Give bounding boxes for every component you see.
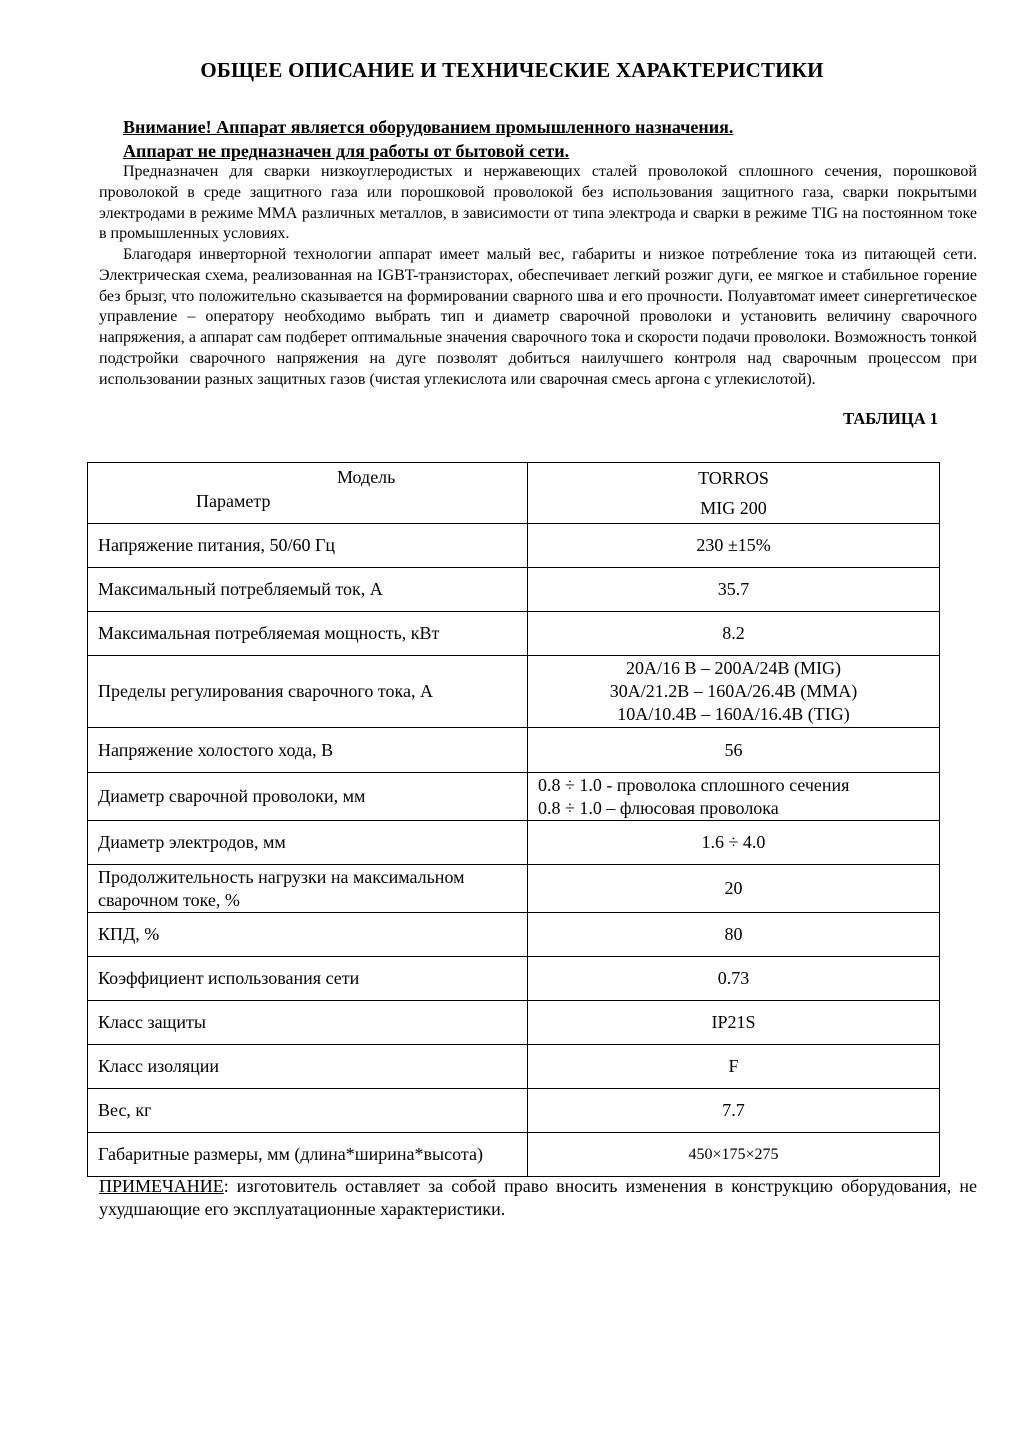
table-row <box>88 821 940 865</box>
row-param: Максимальная потребляемая мощность, кВт <box>88 612 528 656</box>
row-param: Продолжительность нагрузки на максимальном сварочном токе, % <box>88 865 528 913</box>
row-param: Вес, кг <box>88 1089 528 1133</box>
row-value: 80 <box>528 913 940 957</box>
header-param-cell <box>88 463 528 524</box>
table-header-row <box>88 463 940 524</box>
description-paragraph-2: Благодаря инверторной технологии аппарат имеет малый вес, габариты и низкое потребление тока из питающей сети. Электрическая схема, реализованная на IGBT-транзисторах, обеспечивает легкий розжиг дуги, ее мягкое и стабильное горение без брызг, что положительно сказывается на формировании сварного шва и его прочности. Полуавтомат имеет синергетическое управление – оператору необходимо выбрать тип и диаметр сварочной проволоки и установить величину сварочного напряжения, а аппарат сам подберет оптимальные значения сварочного тока и скорости подачи проволоки. Возможность тонкой подстройки сварочного напряжения на дуге позволят добиться наилучшего контроля над сварочным процессом при использовании разных защитных газов (чистая углекислота или сварочная смесь аргона с углекислотой). <box>99 246 977 388</box>
table-row <box>88 773 940 821</box>
row-value: F <box>528 1045 940 1089</box>
table-row <box>88 656 940 728</box>
row-value: 56 <box>528 728 940 773</box>
footnote-label: ПРИМЕЧАНИЕ <box>99 1176 224 1196</box>
row-param: Напряжение холостого хода, В <box>88 728 528 773</box>
spec-table <box>87 462 940 1177</box>
row-value: 230 ±15% <box>528 524 940 568</box>
row-param: Диаметр электродов, мм <box>88 821 528 865</box>
value-line: 0.8 ÷ 1.0 – флюсовая проволока <box>538 797 779 818</box>
row-value: 0.73 <box>528 957 940 1001</box>
table-label: ТАБЛИЦА 1 <box>843 409 938 428</box>
row-param: КПД, % <box>88 913 528 957</box>
table-row <box>88 1045 940 1089</box>
value-line: 10А/10.4В – 160А/16.4В (TIG) <box>617 704 850 724</box>
row-param: Габаритные размеры, мм (длина*ширина*высота) <box>88 1133 528 1177</box>
row-value: 7.7 <box>528 1089 940 1133</box>
header-model-label: Модель <box>337 467 396 487</box>
value-line: 20А/16 В – 200А/24В (MIG) <box>626 658 841 678</box>
table-row <box>88 728 940 773</box>
row-param: Класс изоляции <box>88 1045 528 1089</box>
row-value: 8.2 <box>528 612 940 656</box>
header-model: MIG 200 <box>700 498 767 518</box>
table-row <box>88 913 940 957</box>
row-param: Напряжение питания, 50/60 Гц <box>88 524 528 568</box>
row-param: Максимальный потребляемый ток, А <box>88 568 528 612</box>
warning-block <box>123 115 733 163</box>
row-param: Пределы регулирования сварочного тока, А <box>88 656 528 728</box>
table-row <box>88 612 940 656</box>
table-row <box>88 1133 940 1177</box>
footnote <box>99 1175 977 1221</box>
table-row <box>88 1089 940 1133</box>
header-param-label: Параметр <box>196 491 271 511</box>
value-line: 30А/21.2В – 160А/26.4В (MMA) <box>609 681 858 701</box>
row-value: 450×175×275 <box>528 1133 940 1177</box>
value-line: 0.8 ÷ 1.0 - проволока сплошного сечения <box>538 774 850 795</box>
row-param: Диаметр сварочной проволоки, мм <box>88 773 528 821</box>
row-value: 1.6 ÷ 4.0 <box>528 821 940 865</box>
row-param: Класс защиты <box>88 1001 528 1045</box>
page-title: ОБЩЕЕ ОПИСАНИЕ И ТЕХНИЧЕСКИЕ ХАРАКТЕРИСТИКИ <box>200 58 824 82</box>
row-value: 20 <box>528 865 940 913</box>
row-value <box>528 773 940 821</box>
table-row <box>88 568 940 612</box>
table-row <box>88 865 940 913</box>
warning-line-2: Аппарат не предназначен для работы от бытовой сети. <box>123 141 570 161</box>
header-model-cell <box>528 463 940 524</box>
header-brand: TORROS <box>698 468 769 488</box>
footnote-text: : изготовитель оставляет за собой право вносить изменения в конструкцию оборудования, не ухудшающие его эксплуатационные характеристики. <box>99 1176 977 1219</box>
table-row <box>88 1001 940 1045</box>
table-row <box>88 524 940 568</box>
description-paragraph-1: Предназначен для сварки низкоуглеродистых и нержавеющих сталей проволокой сплошного сечения, порошковой проволокой в среде защитного газа или порошковой проволокой без использования защитного газа, сварки покрытыми электродами в режиме ММА различных металлов, в зависимости от типа электрода и сварки в режиме TIG на постоянном токе в промышленных условиях. <box>99 163 977 243</box>
row-value <box>528 656 940 728</box>
row-param: Коэффициент использования сети <box>88 957 528 1001</box>
row-value: IP21S <box>528 1001 940 1045</box>
row-value: 35.7 <box>528 568 940 612</box>
table-row <box>88 957 940 1001</box>
warning-line-1: Внимание! Аппарат является оборудованием промышленного назначения. <box>123 117 734 137</box>
